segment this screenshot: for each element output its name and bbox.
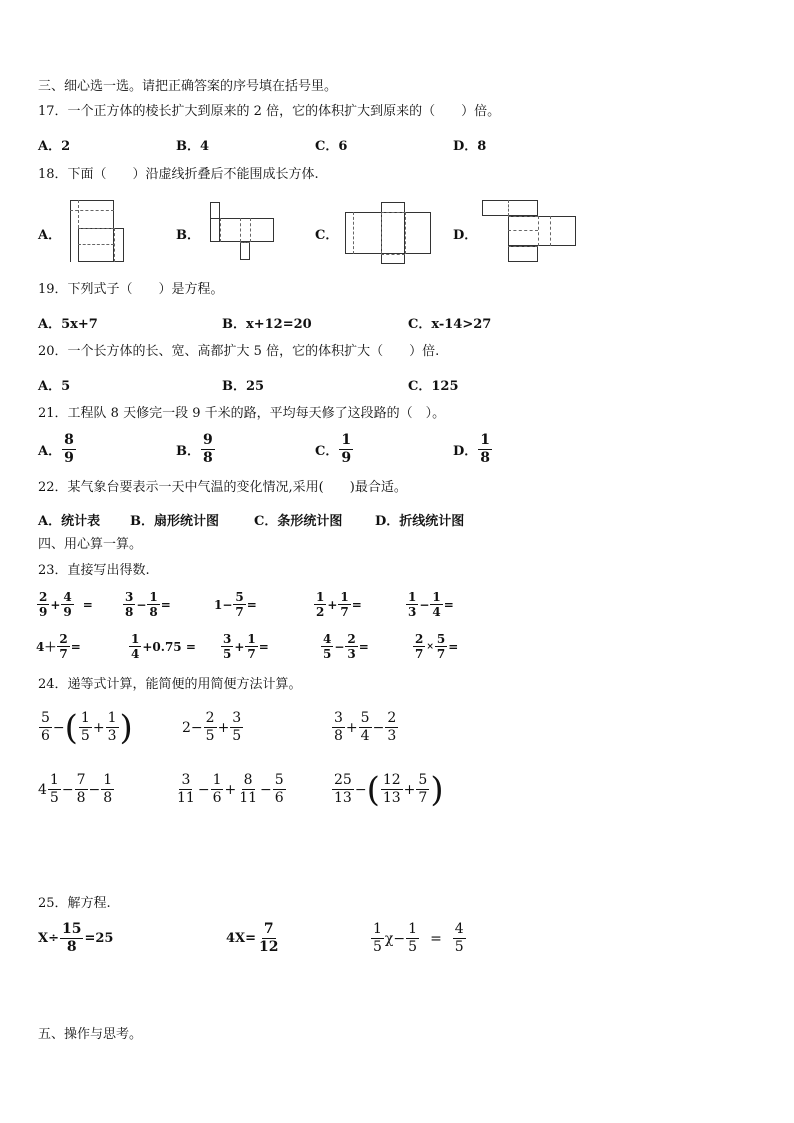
q22-option-d: D．折线统计图 <box>375 514 465 529</box>
q24-expression-6: $\frac{25}{13}$ − ( $\frac{12}{13}$ + $\frac{5}{7}$ ) <box>334 769 444 810</box>
q24-expression-1: $\frac{5}{6}$ − ( $\frac{1}{5}$ + $\frac{1}{3}$ ) <box>41 707 133 748</box>
net-diagram-c <box>345 202 433 264</box>
q18-label-c: C． <box>315 228 339 243</box>
q19-option-a: A．5x+7 <box>38 317 98 332</box>
question-18-stem: 18．下面（ ）沿虚线折叠后不能围成长方体. <box>38 167 319 182</box>
q25-equation-2: 4X= $\frac{7}{12}$ <box>226 921 279 955</box>
q23-r2-expression-2: $\frac{1}{4}$ +0.75 = <box>131 632 196 661</box>
q17-option-d: D．8 <box>453 139 487 154</box>
question-22-stem: 22．某气象台要表示一天中气温的变化情况,采用( )最合适。 <box>38 480 407 495</box>
q20-option-c: C．125 <box>408 379 459 394</box>
q23-r2-expression-4: $\frac{4}{5}$ − $\frac{2}{3}$ = <box>323 632 369 661</box>
q24-expression-3: $\frac{3}{8}$ + $\frac{5}{4}$ − $\frac{2}{3}$ <box>334 710 397 744</box>
q23-r2-expression-5: $\frac{2}{7}$ × $\frac{5}{7}$ = <box>415 632 459 661</box>
q18-label-b: B． <box>176 228 200 243</box>
q19-option-c: C．x-14>27 <box>408 317 492 332</box>
section-4-title: 四、用心算一算。 <box>38 537 143 552</box>
q23-r1-expression-2: $\frac{3}{8}$ − $\frac{1}{8}$ = <box>125 590 171 619</box>
q21-option-a: A． $\frac{8}{9}$ <box>38 432 74 466</box>
q20-option-a: A．5 <box>38 379 71 394</box>
net-diagram-d <box>482 200 578 262</box>
q17-option-b: B．4 <box>176 139 210 154</box>
q25-equation-3: $\frac{1}{5}$ χ− $\frac{1}{5}$ = $\frac{4}{5}$ <box>373 921 464 955</box>
q23-r2-expression-3: $\frac{3}{5}$ + $\frac{1}{7}$ = <box>223 632 269 661</box>
q17-option-a: A．2 <box>38 139 71 154</box>
q18-label-d: D． <box>453 228 478 243</box>
question-21-stem: 21．工程队 8 天修完一段 9 千米的路，平均每天修了这段路的（ ）。 <box>38 406 446 421</box>
q22-option-c: C．条形统计图 <box>254 514 343 529</box>
q23-r1-expression-5: $\frac{1}{3}$ − $\frac{1}{4}$ = <box>408 590 454 619</box>
q18-label-a: A． <box>38 228 62 243</box>
question-17-stem: 17．一个正方体的棱长扩大到原来的 2 倍，它的体积扩大到原来的（ ）倍。 <box>38 104 501 119</box>
q21-option-a-fraction: $\frac{8}{9}$ <box>64 432 74 466</box>
q25-equation-1: X÷ $\frac{15}{8}$ =25 <box>38 921 114 955</box>
q24-expression-2: 2− $\frac{2}{5}$ + $\frac{3}{5}$ <box>182 710 242 744</box>
net-diagram-a <box>70 200 126 262</box>
q17-option-c: C．6 <box>315 139 348 154</box>
q23-r1-expression-3: 1− $\frac{5}{7}$ = <box>214 590 257 619</box>
q24-expression-4: 4 $\frac{1}{5}$ − $\frac{7}{8}$ − $\frac{1}{8}$ <box>38 772 113 806</box>
q23-r1-expression-1: $\frac{2}{9}$ + $\frac{4}{9}$ = <box>39 590 93 619</box>
section-3-title: 三、细心选一选。请把正确答案的序号填在括号里。 <box>38 79 338 94</box>
q22-option-b: B．扇形统计图 <box>130 514 219 529</box>
question-25-stem: 25．解方程. <box>38 896 111 911</box>
q21-option-b-fraction: $\frac{9}{8}$ <box>203 432 213 466</box>
q21-option-d-fraction: $\frac{1}{8}$ <box>480 432 491 466</box>
question-20-stem: 20．一个长方体的长、宽、高都扩大 5 倍，它的体积扩大（ ）倍. <box>38 344 440 359</box>
q21-option-d: D． $\frac{1}{8}$ <box>453 432 491 466</box>
q20-option-b: B．25 <box>222 379 265 394</box>
question-24-stem: 24．递等式计算，能简便的用简便方法计算。 <box>38 677 302 692</box>
q24-expression-5: $\frac{3}{11}$ − $\frac{1}{6}$ + $\frac{8}{11}$ − $\frac{5}{6}$ <box>177 772 284 806</box>
q21-option-c-fraction: $\frac{1}{9}$ <box>341 432 352 466</box>
q21-option-b: B． $\frac{9}{8}$ <box>176 432 213 466</box>
question-19-stem: 19．下列式子（ ）是方程。 <box>38 282 224 297</box>
question-23-stem: 23．直接写出得数. <box>38 563 150 578</box>
q23-r2-expression-1: 4＋ $\frac{2}{7}$ = <box>36 632 81 661</box>
section-5-title: 五、操作与思考。 <box>38 1027 143 1042</box>
net-diagram-b <box>208 202 276 262</box>
q21-option-c: C． $\frac{1}{9}$ <box>315 432 352 466</box>
q19-option-b: B．x+12=20 <box>222 317 312 332</box>
q22-option-a: A．统计表 <box>38 514 101 529</box>
q23-r1-expression-4: $\frac{1}{2}$ + $\frac{1}{7}$ = <box>316 590 362 619</box>
